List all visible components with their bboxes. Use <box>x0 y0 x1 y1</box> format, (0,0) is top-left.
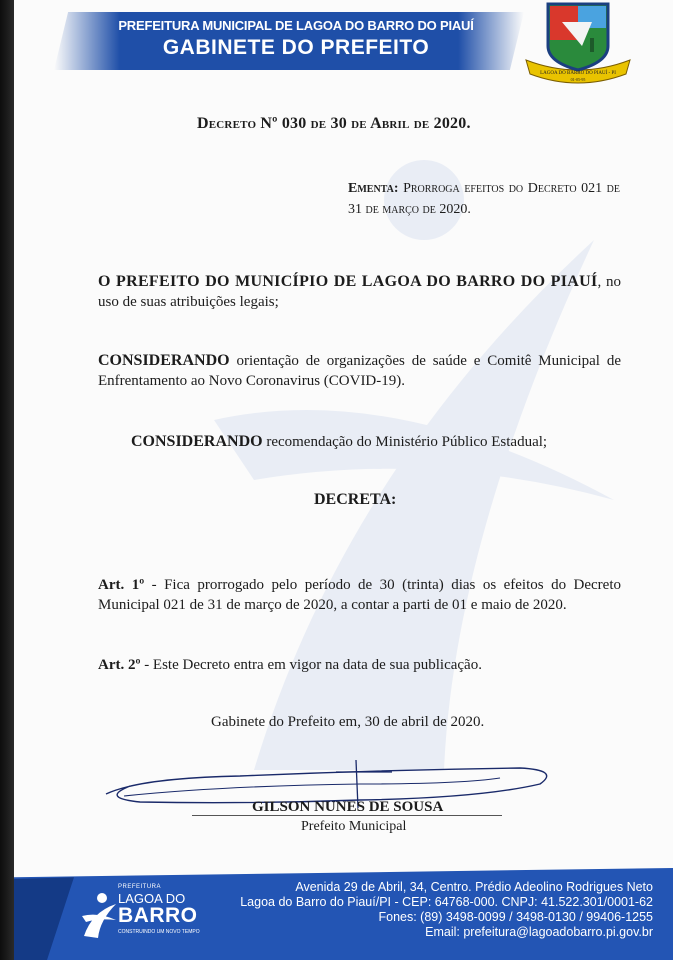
emblem-date: 01-05-95 <box>570 77 586 82</box>
logo-lagoa-text: LAGOA DO <box>118 891 186 906</box>
logo-barro-text: BARRO <box>118 904 198 927</box>
footer-logo <box>82 884 212 954</box>
logo-slogan: CONSTRUINDO UM NOVO TEMPO <box>118 929 200 935</box>
article-2-label: Art. 2º <box>98 657 141 673</box>
scan-edge <box>0 0 14 960</box>
decreta-heading: DECRETA: <box>314 491 397 508</box>
article-2 <box>98 655 621 675</box>
footer-email: Email: prefeitura@lagoadobarro.pi.gov.br <box>425 925 653 939</box>
header-line1: PREFEITURA MUNICIPAL DE LAGOA DO BARRO DO PIAUÍ <box>118 18 474 33</box>
signatory-role: Prefeito Municipal <box>301 819 407 834</box>
considerando-2-text: recomendação do Ministério Público Estadual; <box>262 434 548 450</box>
ementa-block <box>348 178 620 220</box>
article-1 <box>98 575 621 615</box>
preamble-rest: , no uso de suas atribuições legais; <box>98 274 622 310</box>
logo-figure-icon <box>82 890 118 940</box>
considerando-1 <box>98 351 621 391</box>
footer-banner <box>14 868 673 960</box>
emblem-label: LAGOA DO BARRO DO PIAUÍ - PI <box>540 71 616 76</box>
article-1-label: Art. 1º <box>98 577 145 593</box>
article-2-text: - Este Decreto entra em vigor na data de sua publicação. <box>140 657 482 673</box>
footer-address-2: Lagoa do Barro do Piauí/PI - CEP: 64768-000. CNPJ: 41.522.301/0001-62 <box>240 895 653 909</box>
document-page <box>14 0 673 960</box>
ementa-text: Prorroga efeitos do Decreto 021 de 31 de março de 2020. <box>348 181 621 217</box>
decree-title: Decreto Nº 030 de 30 de Abril de 2020. <box>197 115 471 132</box>
header-line2: GABINETE DO PREFEITO <box>162 36 430 59</box>
footer-phones: Fones: (89) 3498-0099 / 3498-0130 / 99406-1255 <box>378 910 653 924</box>
logo-small-text: PREFEITURA <box>118 884 162 890</box>
ementa-label: Ementa: <box>348 181 399 196</box>
mayor-heading: O PREFEITO DO MUNICÍPIO DE LAGOA DO BARRO DO PIAUÍ <box>98 273 598 290</box>
municipal-coat-of-arms-icon <box>522 0 634 92</box>
considerando-2-label: CONSIDERANDO <box>131 433 263 450</box>
considerando-1-text: orientação de organizações de saúde e Comitê Municipal de Enfrentamento ao Novo Coronavirus (COVID-19). <box>98 353 621 389</box>
considerando-1-label: CONSIDERANDO <box>98 352 230 369</box>
footer-address-1: Avenida 29 de Abril, 34, Centro. Prédio Adeolino Rodrigues Neto <box>295 880 653 894</box>
closing-date: Gabinete do Prefeito em, 30 de abril de 2020. <box>211 714 485 730</box>
preamble-paragraph <box>98 272 621 312</box>
article-1-text: - Fica prorrogado pelo período de 30 (trinta) dias os efeitos do Decreto Municipal 021 de 31 de março de 2020, a contar a parti de 01 e maio de 2020. <box>98 577 621 613</box>
considerando-2 <box>131 432 654 452</box>
header-banner <box>54 12 524 70</box>
signatory-name: GILSON NUNES DE SOUSA <box>252 799 444 815</box>
